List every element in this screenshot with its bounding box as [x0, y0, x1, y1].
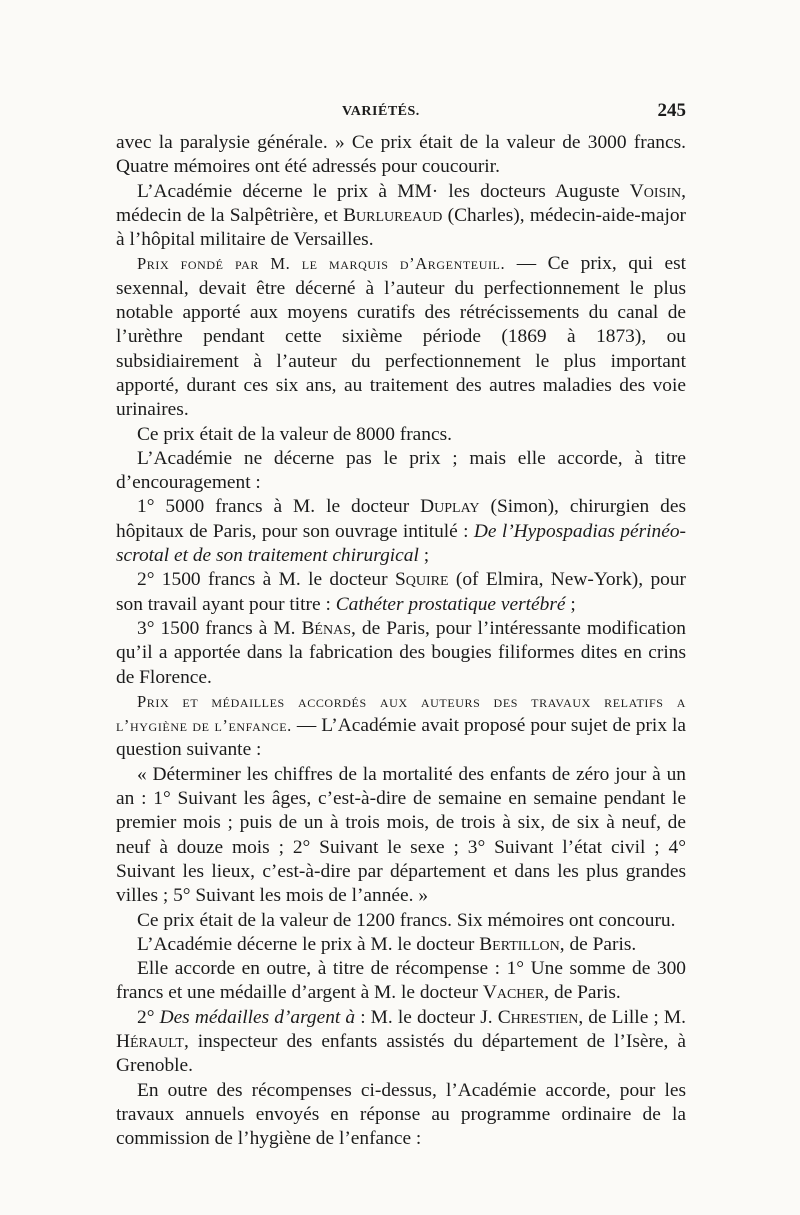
- running-title: VARIÉTÉS.: [342, 104, 420, 119]
- work-title: De l’Hypospadias périnéo-scrotal et de son traitement chirurgical: [116, 520, 686, 567]
- person-name: Bénas: [301, 617, 351, 639]
- text-run: ;: [565, 593, 576, 615]
- paragraph: [116, 690, 686, 763]
- paragraph: [116, 447, 686, 496]
- text-run: Ce prix était de la valeur de 1200 francs. Six mémoires ont concouru.: [137, 909, 676, 931]
- person-name: Voisin: [629, 180, 682, 202]
- person-name: Duplay: [420, 496, 480, 518]
- text-run: L’Académie ne décerne pas le prix ; mais elle accorde, à titre d’encouragement :: [116, 447, 686, 494]
- paragraph: [116, 933, 686, 957]
- text-run: — L’Académie avait proposé pour sujet de prix la question suivante :: [116, 715, 686, 761]
- person-name: Bertillon: [479, 933, 560, 955]
- page-header: [116, 100, 686, 130]
- section-heading: Prix et médailles accordés aux auteurs des travaux relatifs a l’hygiène de l’enfance.: [116, 691, 686, 736]
- text-run: , inspecteur des enfants assistés du département de l’Isère, à Grenoble.: [116, 1030, 686, 1077]
- paragraph: [116, 131, 686, 180]
- section-heading: Prix fondé par M. le marquis d’Argenteuil.: [137, 254, 506, 274]
- text-run: 1° 5000 francs à M. le docteur: [137, 496, 421, 518]
- text-run: L’Académie décerne le prix à M. le docteur: [137, 933, 480, 955]
- paragraph: [116, 495, 686, 568]
- body-text: [116, 131, 686, 1151]
- text-run: avec la paralysie générale. » Ce prix était de la valeur de 3000 francs. Quatre mémoires ont été adressés pour coucourir.: [116, 132, 686, 178]
- page-number: 245: [657, 100, 686, 121]
- person-name: Burlureaud: [343, 204, 443, 226]
- text-run: 3° 1500 francs à M.: [137, 617, 302, 639]
- text-run: , de Paris.: [544, 982, 621, 1004]
- text-run: , de Paris, pour l’intéressante modification qu’il a apportée dans la fabrication des bougies filiformes dites en crins de Florence.: [116, 617, 686, 688]
- person-name: Chrestien: [497, 1006, 579, 1028]
- text-run: — Ce prix, qui est sexennal, devait être décerné à l’auteur du perfectionnement le plus notable apporté aux moyens curatifs des rétrécissements du canal de l’urèthre pendant cette sixième période (1869 à 1873), ou subsidiairement à l’auteur du perfectionnement le plus important apporté, durant ces six ans, au traitement des autres maladies des voie urinaires.: [116, 253, 686, 421]
- paragraph: [116, 423, 686, 447]
- text-run: (Charles), médecin-aide-major à l’hôpital militaire de Versailles.: [116, 204, 686, 251]
- person-name: Squire: [394, 569, 449, 591]
- text-run: ;: [418, 545, 430, 567]
- text-run: (Simon), chirurgien des hôpitaux de Paris, pour son ouvrage intitulé :: [116, 496, 686, 542]
- text-run: , médecin de la Salpêtrière, et: [116, 180, 686, 226]
- work-title: Cathéter prostatique vertébré: [335, 593, 566, 615]
- text-run: (of Elmira, New-York), pour son travail ayant pour titre :: [116, 569, 686, 615]
- work-title: Des médailles d’argent à: [159, 1006, 356, 1028]
- paragraph: [116, 957, 686, 1006]
- paragraph: [116, 252, 686, 422]
- paragraph: [116, 617, 686, 690]
- paragraph: [116, 180, 686, 253]
- person-name: Hérault: [116, 1030, 184, 1052]
- text-run: , de Lille ; M.: [578, 1006, 686, 1028]
- text-run: En outre des récompenses ci-dessus, l’Académie accorde, pour les travaux annuels envoyés en réponse au programme ordinaire de la commission de l’hygiène de l’enfance :: [116, 1079, 686, 1150]
- person-name: Vacher: [482, 982, 545, 1004]
- text-run: , de Paris.: [559, 933, 637, 955]
- paragraph: [116, 1079, 686, 1152]
- paragraph: [116, 909, 686, 933]
- text-run: 2° 1500 francs à M. le docteur: [137, 569, 395, 591]
- text-run: Ce prix était de la valeur de 8000 francs.: [137, 423, 452, 445]
- paragraph: [116, 763, 686, 909]
- text-run: Elle accorde en outre, à titre de récompense : 1° Une somme de 300 francs et une médaille d’argent à M. le docteur: [116, 958, 686, 1004]
- paragraph: [116, 1006, 686, 1079]
- text-run: : M. le docteur J.: [355, 1006, 498, 1028]
- text-run: « Déterminer les chiffres de la mortalité des enfants de zéro jour à un an : 1° Suivant les âges, c’est-à-dire de semaine en semaine pendant le premier mois ; puis de un à trois mois, de trois à six, de six à neuf, de neuf à douze mois ; 2° Suivant le sexe ; 3° Suivant l’état civil ; 4° Suivant les lieux, c’est-à-dire par département et dans les plus grandes villes ; 5° Suivant les mois de l’année. »: [116, 763, 686, 907]
- paragraph: [116, 568, 686, 617]
- text-run: 2°: [137, 1006, 160, 1028]
- text-run: L’Académie décerne le prix à MM· les docteurs Auguste: [137, 180, 630, 202]
